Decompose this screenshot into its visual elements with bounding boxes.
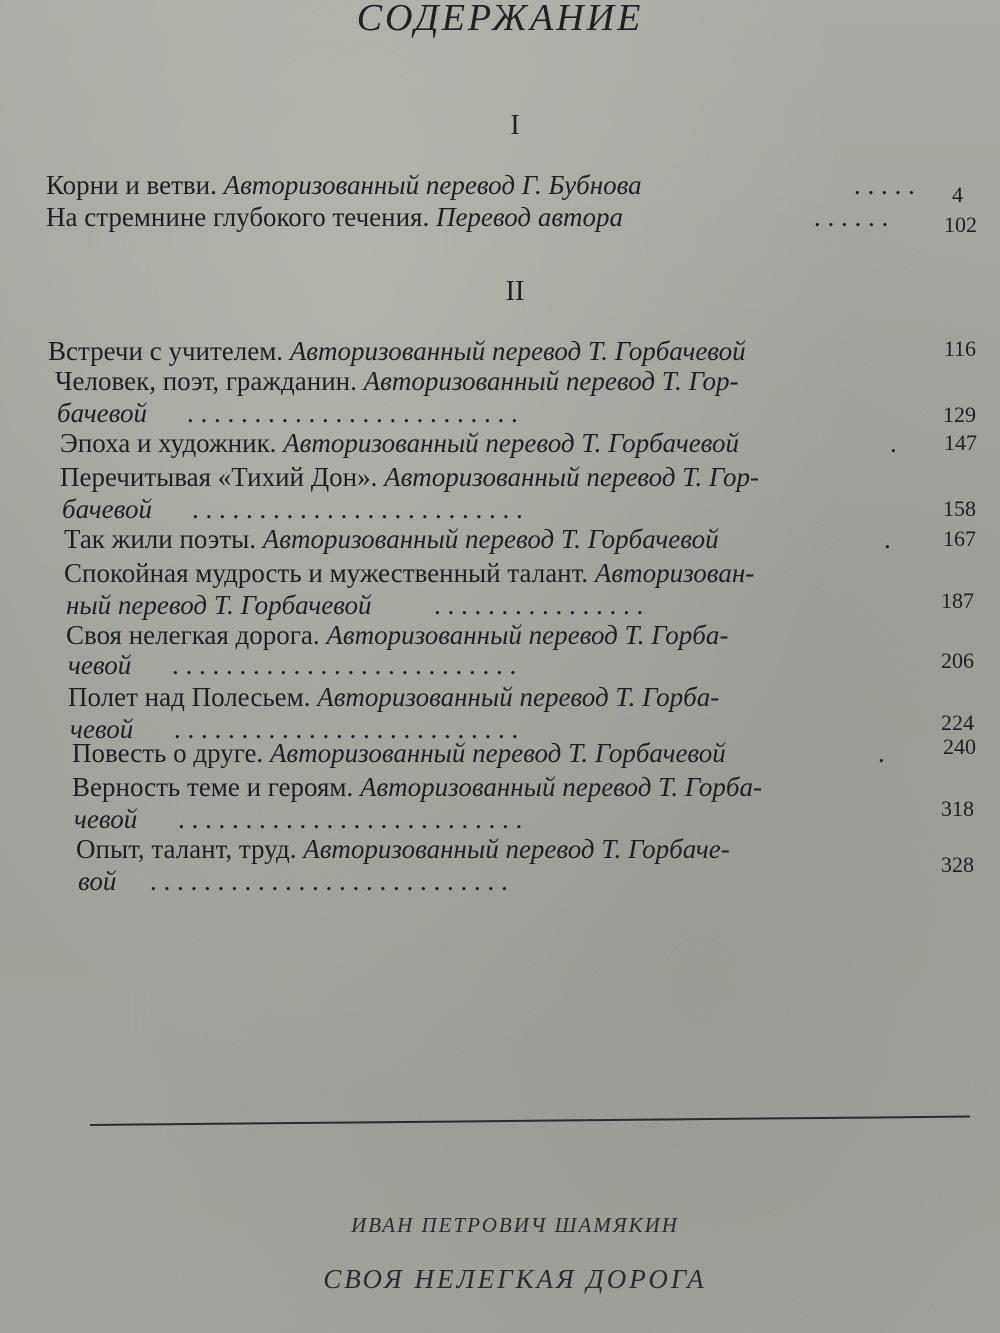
toc-entry bbox=[48, 334, 928, 368]
toc-entry-line bbox=[64, 522, 719, 556]
toc-entry-line bbox=[64, 556, 754, 590]
toc-entry-continuation bbox=[62, 492, 902, 526]
toc-entry bbox=[64, 556, 934, 590]
toc-page-number: 206 bbox=[941, 648, 974, 673]
dot-leader: . . . . . . . . . . . . . . . . . . . . . . . . . . bbox=[178, 804, 523, 834]
toc-entry-translator: Авторизованный перевод Т. Горбаче- bbox=[303, 834, 730, 864]
toc-entry-line bbox=[66, 618, 728, 652]
dot-leader: . bbox=[890, 428, 897, 458]
toc-entry-title: Верность теме и героям. bbox=[72, 772, 354, 802]
imprint-book-title: СВОЯ НЕЛЕГКАЯ ДОРОГА bbox=[323, 1264, 707, 1294]
dot-leader: . . . . . bbox=[854, 170, 915, 200]
toc-entry-translator: Авторизован- bbox=[594, 558, 755, 588]
dot-leader: . . . . . . bbox=[814, 202, 889, 232]
toc-entry-line bbox=[60, 460, 759, 494]
toc-entry bbox=[76, 832, 926, 866]
toc-entry-translator: Авторизованный перевод Т. Горбачевой bbox=[289, 336, 746, 366]
toc-page-number: 129 bbox=[943, 402, 976, 427]
toc-entry-line: чевой bbox=[70, 714, 134, 744]
toc-entry-translator: Авторизованный перевод Т. Горбачевой bbox=[269, 738, 726, 768]
toc-page-number: 158 bbox=[943, 496, 976, 521]
toc-entry-translator: Авторизованный перевод Т. Гор- bbox=[363, 366, 739, 396]
toc-page-number: 102 bbox=[944, 212, 977, 237]
toc-entry-title: Так жили поэты. bbox=[64, 524, 257, 554]
toc-entry-line: вой bbox=[78, 866, 117, 896]
dot-leader: . . . . . . . . . . . . . . . . . . . . . . . . . . . bbox=[150, 866, 508, 896]
toc-entry bbox=[46, 168, 916, 202]
dot-leader: . bbox=[884, 524, 891, 554]
toc-entry-translator: Авторизованный перевод Т. Гор- bbox=[384, 462, 759, 492]
toc-entry-line bbox=[60, 426, 739, 460]
dot-leader: . bbox=[878, 738, 885, 768]
toc-entry-line bbox=[46, 168, 642, 202]
toc-entry-line bbox=[76, 832, 730, 866]
toc-entry-line: ный перевод Т. Горбачевой bbox=[66, 590, 372, 620]
toc-entry-title: Своя нелегкая дорога. bbox=[66, 620, 320, 650]
toc-entry-title: Опыт, талант, труд. bbox=[76, 834, 297, 864]
toc-page-number: 4 bbox=[952, 182, 963, 207]
dot-leader: . . . . . . . . . . . . . . . . . . . . . . . . . . bbox=[174, 714, 519, 744]
toc-page-number: 318 bbox=[941, 796, 974, 821]
toc-page-number: 147 bbox=[944, 430, 977, 455]
toc-entry-line: бачевой bbox=[62, 494, 152, 524]
toc-entry bbox=[60, 426, 910, 460]
toc-entry-title: Полет над Полесьем. bbox=[68, 682, 311, 712]
toc-entry-title: Человек, поэт, гражданин. bbox=[55, 366, 357, 396]
section-numeral: II bbox=[505, 276, 525, 307]
toc-entry-title: На стремнине глубокого течения. bbox=[46, 202, 430, 232]
toc-entry-title: Спокойная мудрость и мужественный талант. bbox=[64, 558, 589, 588]
dot-leader: . . . . . . . . . . . . . . . . . . . . . . . . . . bbox=[172, 650, 517, 680]
toc-entry-translator: Авторизованный перевод Т. Горба- bbox=[317, 682, 720, 712]
toc-entry bbox=[72, 736, 902, 770]
horizontal-rule bbox=[90, 1116, 970, 1126]
toc-entry-translator: Авторизованный перевод Т. Горбачевой bbox=[262, 524, 719, 554]
toc-entry-line bbox=[72, 770, 762, 804]
toc-entry-continuation bbox=[68, 648, 898, 682]
dot-leader: . . . . . . . . . . . . . . . . . . . . . . . . . bbox=[187, 398, 518, 428]
toc-entry-title: Корни и ветви. bbox=[46, 170, 217, 200]
toc-entry-line bbox=[48, 334, 746, 368]
toc-page-number: 116 bbox=[943, 336, 976, 361]
toc-entry-title: Встречи с учителем. bbox=[48, 336, 284, 366]
toc-entry-translator: Авторизованный перевод Г. Бубнова bbox=[223, 170, 642, 200]
toc-entry-line bbox=[72, 736, 726, 770]
toc-entry-title: Перечитывая «Тихий Дон». bbox=[60, 462, 378, 492]
toc-entry-line: чевой bbox=[74, 804, 138, 834]
toc-entry-line bbox=[46, 200, 623, 234]
toc-entry-translator: Авторизованный перевод Т. Горба- bbox=[326, 620, 729, 650]
toc-entry bbox=[66, 618, 916, 652]
toc-page-number: 240 bbox=[943, 734, 976, 759]
toc-entry-line bbox=[68, 680, 719, 714]
toc-entry bbox=[68, 680, 918, 714]
toc-entry-translator: Перевод автора bbox=[435, 202, 624, 232]
toc-page-number: 167 bbox=[943, 526, 976, 551]
toc-entry-title: Эпоха и художник. bbox=[60, 428, 277, 458]
page-title: СОДЕРЖАНИЕ bbox=[356, 0, 644, 39]
dot-leader: . . . . . . . . . . . . . . . . . . . . . . . . . bbox=[192, 494, 523, 524]
toc-entry-translator: Авторизованный перевод Т. Горбачевой bbox=[283, 428, 740, 458]
toc-entry-translator: Авторизованный перевод Т. Горба- bbox=[359, 772, 762, 802]
dot-leader: . . . . . . . . . . . . . . . . bbox=[434, 590, 644, 620]
section-numeral: I bbox=[510, 110, 520, 141]
toc-entry bbox=[60, 460, 930, 494]
toc-page-number: 187 bbox=[941, 588, 974, 613]
toc-entry bbox=[64, 522, 904, 556]
toc-entry-line bbox=[55, 364, 739, 398]
toc-entry-continuation bbox=[78, 864, 908, 898]
toc-entry-title: Повесть о друге. bbox=[72, 738, 264, 768]
toc-entry-continuation bbox=[74, 802, 904, 836]
toc-entry-continuation bbox=[57, 396, 917, 430]
toc-page-number: 224 bbox=[941, 710, 974, 735]
toc-page-number: 328 bbox=[941, 852, 974, 877]
toc-entry bbox=[55, 364, 935, 398]
toc-entry bbox=[72, 770, 922, 804]
toc-entry-continuation bbox=[66, 588, 896, 622]
toc-entry bbox=[46, 200, 916, 234]
imprint-author: ИВАН ПЕТРОВИЧ ШАМЯКИН bbox=[351, 1213, 679, 1237]
toc-entry-line: чевой bbox=[68, 650, 132, 680]
toc-entry-line: бачевой bbox=[57, 398, 147, 428]
